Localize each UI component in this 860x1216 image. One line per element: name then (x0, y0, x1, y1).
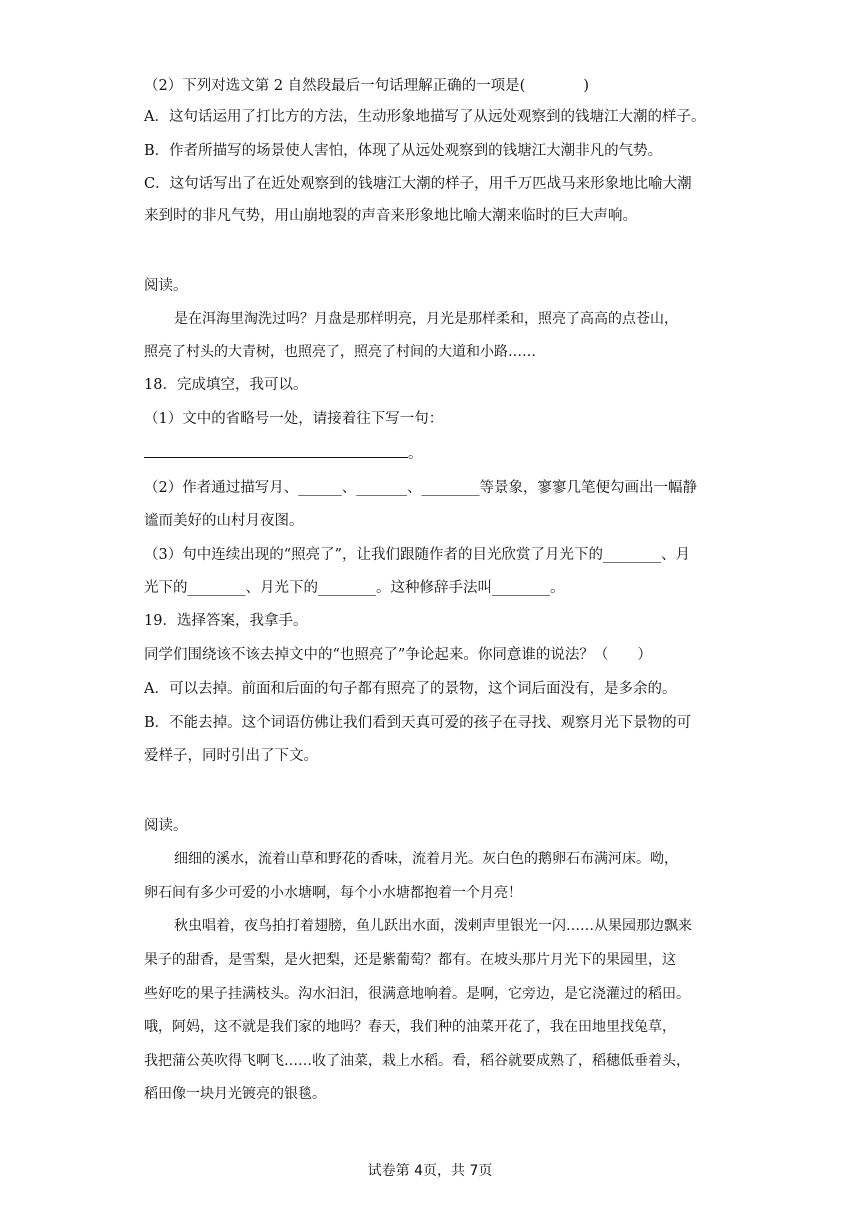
q19-option-b-line1: B．不能去掉。这个词语仿佛让我们看到天真可爱的孩子在寻找、观察月光下景物的可 (144, 715, 692, 731)
q19-title: 19．选择答案，我拿手。 (144, 613, 308, 629)
q17-option-a: A．这句话运用了打比方的方法，生动形象地描写了从远处观察到的钱塘江大潮的样子。 (144, 109, 706, 125)
reading1-heading: 阅读。 (144, 278, 188, 294)
q18-part2-line1: （2）作者通过描写月、______、_______、________等景象，寥寥几笔便勾画出一幅静 (144, 480, 697, 496)
answer-blank (144, 443, 408, 458)
reading1-passage-line2: 照亮了村头的大青树，也照亮了，照亮了村间的大道和小路…… (144, 344, 536, 360)
q18-part3-line2: 光下的________、月光下的________。这种修辞手法叫________。 (144, 580, 565, 596)
page-footer: 试卷第 4页，共 7页 (367, 1163, 493, 1179)
reading2-para1-line1: 细细的溪水，流着山草和野花的香味，流着月光。灰白色的鹅卵石布满河床。呦， (174, 851, 678, 867)
reading2-para2-line6: 稻田像一块月光镀亮的银毯。 (144, 1086, 326, 1102)
reading2-para2-line3: 些好吃的果子挂满枝头。沟水汩汩，很满意地响着。是啊，它旁边，是它浇灌过的稻田。 (144, 986, 690, 1002)
q19-stem: 同学们围绕该不该去掉文中的“也照亮了”争论起来。你同意谁的说法？（ ） (144, 647, 652, 663)
reading2-para1-line2: 卵石间有多少可爱的小水塘啊，每个小水塘都抱着一个月亮！ (144, 885, 522, 901)
reading2-para2-line5: 我把蒲公英吹得飞啊飞……收了油菜，栽上水稻。看，稻谷就要成熟了，稻穗低垂着头， (144, 1053, 690, 1069)
q18-part2-line2: 谧而美好的山村月夜图。 (144, 513, 304, 529)
q19-option-a: A．可以去掉。前面和后面的句子都有照亮了的景物，这个词后面没有，是多余的。 (144, 681, 677, 697)
reading2-para2-line2: 果子的甜香，是雪梨，是火把梨，还是紫葡萄？都有。在坡头那片月光下的果园里，这 (144, 952, 676, 968)
reading2-heading: 阅读。 (144, 818, 188, 834)
q17-option-c-line1: C．这句话写出了在近处观察到的钱塘江大潮的样子，用千万匹战马来形象地比喻大潮 (144, 176, 692, 192)
reading1-passage-line1: 是在洱海里淘洗过吗？月盘是那样明亮，月光是那样柔和，照亮了高高的点苍山， (174, 311, 678, 327)
q19-option-b-line2: 爱样子，同时引出了下文。 (144, 748, 318, 764)
q17-part2-stem: （2）下列对选文第 2 自然段最后一句话理解正确的一项是( ) (144, 78, 589, 94)
q17-option-b: B．作者所描写的场景使人害怕，体现了从远处观察到的钱塘江大潮非凡的气势。 (144, 143, 663, 159)
q18-part1-end: 。 (408, 446, 423, 462)
reading2-para2-line1: 秋虫唱着，夜鸟拍打着翅膀，鱼儿跃出水面，泼剌声里银光一闪……从果园那边飘来 (174, 918, 692, 934)
q17-option-c-line2: 来到时的非凡气势，用山崩地裂的声音来形象地比喻大潮来临时的巨大声响。 (144, 208, 637, 224)
reading2-para2-line4: 哦，阿妈，这不就是我们家的地吗？春天，我们种的油菜开花了，我在田地里找兔草， (144, 1019, 676, 1035)
q18-title: 18．完成填空，我可以。 (144, 377, 308, 393)
q18-part1-answer-line (144, 443, 423, 464)
q18-part1-stem: （1）文中的省略号一处，请接着往下写一句： (144, 411, 444, 427)
q18-part3-line1: （3）句中连续出现的“照亮了”，让我们跟随作者的目光欣赏了月光下的________、月 (144, 547, 691, 563)
